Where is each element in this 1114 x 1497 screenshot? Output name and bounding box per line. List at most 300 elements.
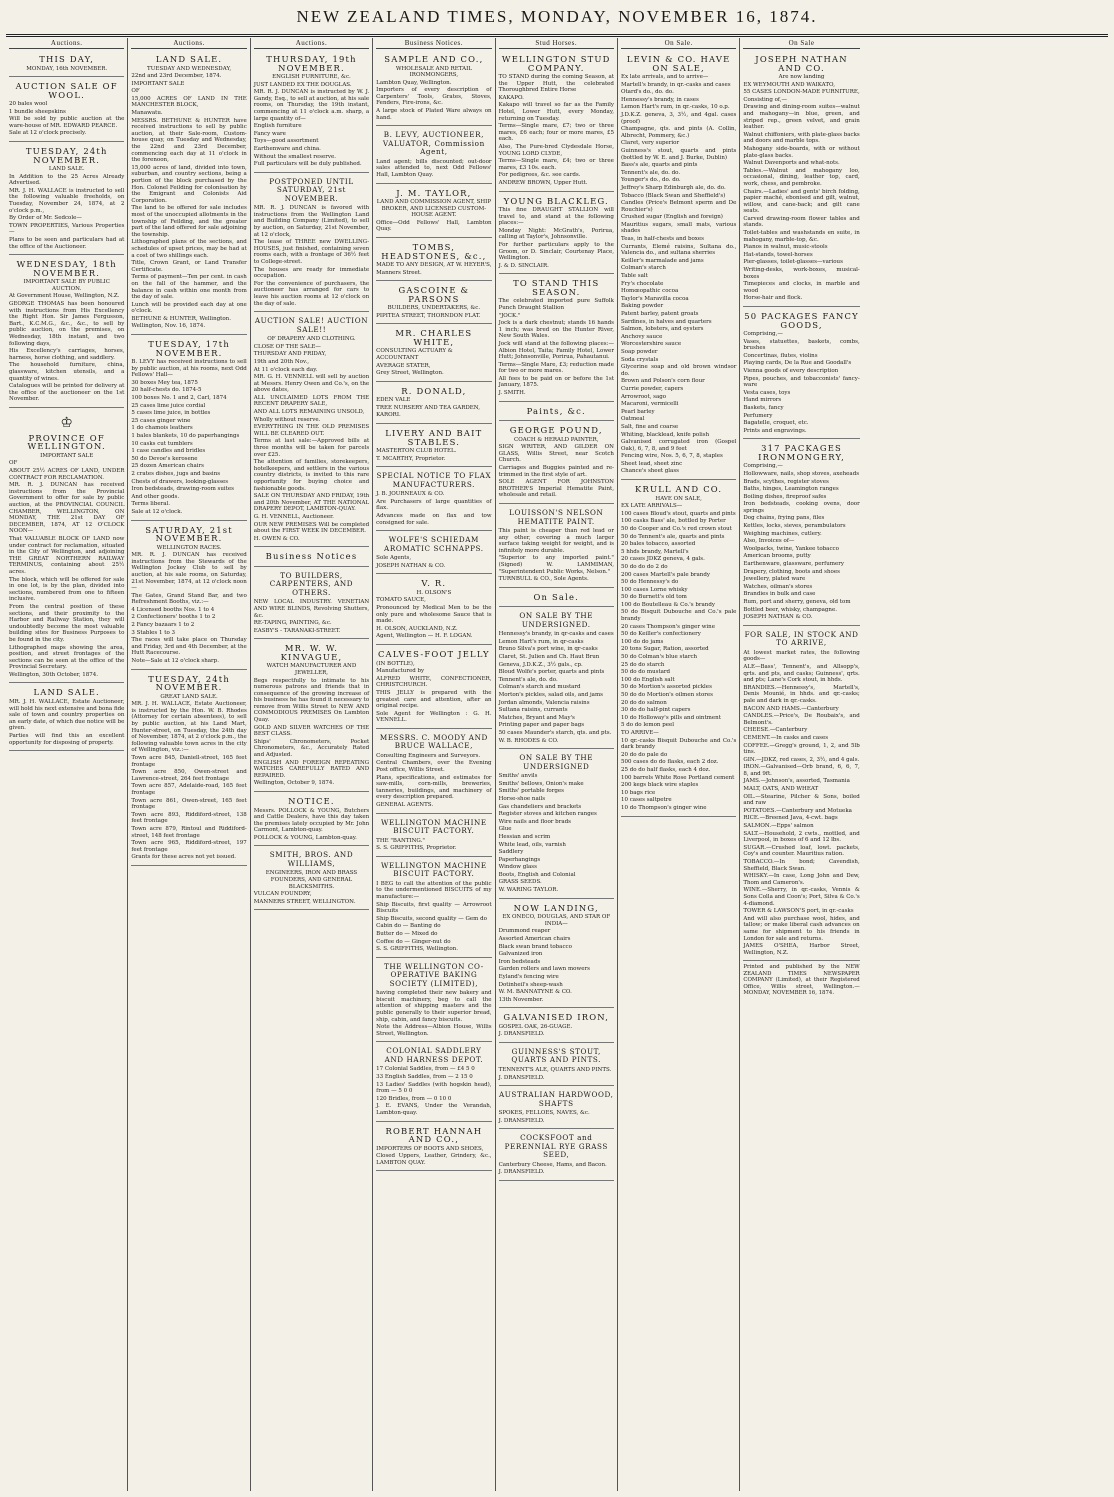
- ad-line: Earthenware and china.: [253, 145, 321, 152]
- ad-line: Mauritius sugars, small mats, various shades: [620, 221, 737, 235]
- ad-line: ALFRED WHITE, CONFECTIONER, CHRISTCHURCH.: [376, 675, 492, 689]
- ad-line: Crushed sugar (English and foreign): [620, 214, 723, 221]
- ad-line: H. OWEN & CO.: [253, 535, 300, 542]
- ad-line: Sultana raisins, currants: [498, 707, 568, 714]
- ad-line: OUR NEW PREMISES Will be completed about the FIRST WEEK IN DECEMBER.: [253, 521, 370, 535]
- ad-line: EX WEYMOUTH AND WAIKATO,: [743, 81, 835, 88]
- ad-line: 20 cases JDKZ geneva, 4 gals.: [620, 556, 705, 563]
- ad-line: Jewellery, plated ware: [743, 576, 806, 583]
- ad-line: Town acre 965, Riddiford-street, 197 feet frontage: [131, 840, 247, 853]
- ad-line: ENGLISH AND FOREIGN REPEATING WATCHES CAREFULLY RATED AND REPAIRED.: [253, 759, 370, 779]
- ad-line: For further particulars apply to the Groom, or D. Sinclair, Courtenay Place, Wellington.: [498, 241, 614, 262]
- ad-line: Fancy ware: [253, 130, 286, 137]
- advertisement: [376, 52, 491, 126]
- ad-line: Bagatelle, croquet, etc.: [743, 420, 809, 427]
- ad-subtitle: H. OLSON'S: [416, 589, 452, 596]
- masthead: [0, 0, 1114, 34]
- ad-line: MASTERTON CLUB HOTEL.: [376, 448, 457, 455]
- ad-title: WEDNESDAY, 18th NOVEMBER.: [16, 259, 117, 278]
- ad-line: 4 Licensed booths Nos. 1 to 4: [131, 606, 215, 613]
- ad-line: Glycerine soap and old brown windsor do.: [620, 364, 737, 377]
- ad-title: NOTICE.: [288, 796, 335, 806]
- ad-title: GEORGE POUND,: [509, 425, 603, 436]
- ad-line: Closed Uppers, Leather, Grindery, &c., LAMBTON QUAY.: [376, 1153, 492, 1166]
- ad-title: WELLINGTON MACHINE BISCUIT FACTORY.: [380, 817, 487, 836]
- ad-line: Teas, in half-chests and boxes: [620, 236, 704, 243]
- masthead-rule-top: [6, 34, 1108, 35]
- ad-line: "JOCK.": [498, 312, 521, 319]
- ad-line: MR. R. J. DUNCAN is favored with instructions from the Wellington Land and Building Company (Limited), to sell by auction, on Saturday, 21st November, at 12 o'clock,: [253, 205, 370, 238]
- ad-line: Fencing wire, Nos. 5, 6, 7, 8, staples: [620, 453, 723, 460]
- ad-line: Bloud Wolfe's porter, quarts and pints: [498, 669, 605, 676]
- column-1: [6, 38, 128, 1491]
- column-4: [373, 38, 495, 1491]
- ad-line: 20 cases Thompson's ginger wine: [620, 623, 715, 630]
- ad-line: Iron bedsteads: [498, 958, 541, 965]
- ad-line: Vases, statuettes, baskets, combs, brushes: [743, 338, 860, 352]
- ad-line: SIGN WRITER, AND GILDER ON GLASS, Willis Street, near Scotch Church.: [498, 444, 614, 464]
- advertisement: [131, 672, 246, 866]
- ad-line: Dotinheil's sheep-wash: [498, 981, 563, 988]
- ad-line: 22nd and 23rd December, 1874.: [131, 73, 222, 80]
- ad-line: Chance's sheet glass: [620, 468, 679, 475]
- ad-line: OF: [9, 460, 18, 467]
- ad-line: Dog chains, frying pans, files: [743, 515, 825, 522]
- ad-line: CONSULTING ACTUARY & ACCOUNTANT: [376, 348, 453, 361]
- ad-line: (IN BOTTLE),: [376, 660, 415, 667]
- ad-line: Hat-stands, towel-horses: [743, 251, 813, 258]
- ad-title: GALVANISED IRON,: [503, 1012, 610, 1023]
- ad-line: J. & D. SINCLAIR.: [498, 262, 549, 269]
- ad-subtitle: LAND SALE.: [48, 166, 85, 173]
- ad-title: MR. W. W. KINVAGUE,: [280, 643, 343, 662]
- ad-title: Business Notices: [265, 551, 358, 562]
- ad-line: The Gates, Grand Stand Bar, and two Refreshment Booths, viz.:—: [131, 592, 247, 606]
- ad-line: 5 hhds brandy, Martell's: [620, 548, 689, 555]
- ad-line: VULCAN FOUNDRY,: [253, 891, 312, 898]
- ad-line: Window glass: [498, 864, 537, 871]
- ad-line: Sale at 12 o'clock precisely.: [9, 130, 87, 137]
- advertisement: [499, 609, 614, 749]
- ad-subtitle: GREAT LAND SALE.: [160, 693, 218, 700]
- ad-line: Brads, scythes, register stoves: [743, 478, 829, 485]
- ad-line: A large stock of Plated Ware always on hand.: [376, 108, 492, 121]
- advertisement: [254, 848, 369, 910]
- ad-line: JOSEPH NATHAN & CO.: [743, 614, 813, 621]
- ad-title: GUINNESS'S STOUT, QUARTS AND PINTS.: [511, 1046, 602, 1065]
- ad-title: GASCOINE & PARSONS: [398, 285, 470, 304]
- ad-line: And other goods.: [131, 493, 180, 500]
- ad-line: S. S. GRIFFITHS, Proprietor.: [376, 845, 457, 852]
- ad-line: 10 do Thompson's ginger wine: [620, 804, 707, 811]
- ad-line: B. LEVY has received instructions to sell by public auction, at his rooms, next Odd Fellows' Hall—: [131, 359, 247, 379]
- ad-line: IMPORTANT SALE: [131, 80, 185, 87]
- ad-title: TO BUILDERS, CARPENTERS, AND OTHERS.: [269, 570, 354, 597]
- ad-line: Comprising,—: [743, 463, 783, 470]
- column-5: [496, 38, 618, 1491]
- ad-line: White lead, oils, varnish: [498, 841, 566, 848]
- ad-line: Printing paper and paper bags: [498, 722, 585, 729]
- ad-line: 50 do do Mortion's oilmen stores: [620, 692, 713, 698]
- columns-container: [6, 38, 1108, 1491]
- ad-line: 50 do Burnett's old tom: [620, 594, 687, 601]
- ad-line: JAMES O'SHEA, Harbor Street, Wellington, N.Z.: [743, 943, 860, 956]
- ad-line: having completed their new bakery and biscuit machinery, beg to call the attention of shipping masters and the public generally to their superior bread, ship, cabin, and fancy biscuits.: [376, 990, 492, 1023]
- ad-line: The block, which will be offered for sale in one lot, is by the plan, divided into sections, numbered from one to fifteen inclusive.: [9, 576, 125, 603]
- ad-line: Otard's do., do. do.: [620, 89, 674, 96]
- ad-line: Terms—Single mare, £4; two or three mares, £3 10s. each.: [498, 158, 614, 171]
- ad-line: Title, Crown Grant, or Land Transfer Certificate.: [131, 260, 247, 273]
- ad-line: His Excellency's carriages, horses, harness, horse clothing, and saddlery.: [9, 348, 125, 361]
- ad-line: TOWER & LAWSON'S port, in qr.-casks: [743, 908, 854, 915]
- ad-line: At 11 o'clock each day.: [253, 366, 318, 373]
- ad-line: Town acre 850, Owen-street and Lawrence-street, 264 feet frontage: [131, 769, 247, 782]
- ad-line: Town acre 861, Owen-street, 165 feet frontage: [131, 797, 247, 811]
- ad-line: Earthenware, glassware, perfumery: [743, 561, 844, 568]
- ad-line: Colman's starch: [620, 265, 666, 272]
- ad-line: W. B. RHODES & CO.: [498, 737, 559, 744]
- ad-subtitle: Are now landing: [778, 74, 825, 80]
- advertisement: [376, 469, 491, 531]
- ad-line: TOBACCO.—In bond; Cavendish, Sheffield, Black Swan.: [743, 859, 860, 872]
- ad-line: Central Chambers, over the Evening Post office, Willis Street.: [376, 760, 492, 774]
- ad-line: Hennessy's brandy, in cases: [620, 96, 699, 103]
- ad-line: Sale at 12 o'clock.: [131, 508, 183, 515]
- advertisement: [9, 410, 124, 684]
- ad-line: Chairs.—Ladies' and gents' birch folding, papier maché, ebonised and gilt, walnut, willow, and cane-back; and gilt cane seats.: [743, 188, 860, 215]
- ad-line: Colman's starch and mustard: [498, 684, 581, 691]
- ad-line: Wire nails and floor brads: [498, 818, 571, 825]
- ad-line: 100 cases Lorne whisky: [620, 586, 688, 593]
- ad-line: 50 do Colman's blue starch: [620, 654, 698, 661]
- ad-line: 100 boxes No. 1 and 2, Carl, 1874: [131, 395, 227, 402]
- ad-line: Town acre 845, Daniell-street, 165 feet frontage: [131, 754, 247, 768]
- ad-line: Jordan almonds, Valencia raisins: [498, 699, 590, 706]
- ad-line: 25 cases ginger wine: [131, 417, 191, 424]
- ad-line: Galvanized iron: [498, 951, 543, 958]
- advertisement: [254, 569, 369, 639]
- ad-title: WELLINGTON STUD COMPANY.: [501, 54, 611, 73]
- ad-line: Drapery, clothing, boots and shoes: [743, 568, 840, 575]
- ad-line: Advances made on flax and tow consigned for sale.: [376, 513, 492, 526]
- ad-title: R. DONALD,: [401, 385, 467, 396]
- ad-title: MESSRS. C. MOODY AND BRUCE WALLACE,: [379, 732, 488, 751]
- advertisement: [376, 859, 491, 958]
- ad-line: Geneva, J.D.K.Z., 3½ gals., cp.: [498, 661, 583, 668]
- ad-line: Jeffrey's Sharp Edinburgh ale, do. do.: [620, 184, 726, 191]
- ad-line: EASBY'S - TARANAKI-STREET.: [253, 627, 341, 634]
- ad-line: Salt, fine and coarse: [620, 423, 679, 430]
- advertisement: [9, 257, 124, 408]
- ad-title: MR. CHARLES WHITE,: [395, 328, 473, 347]
- advertisement: [376, 384, 491, 424]
- ad-line: Assorted American chairs: [498, 935, 571, 942]
- ad-line: Baskets, fancy: [743, 404, 784, 411]
- advertisement: [743, 52, 859, 307]
- ad-line: Importers of every description of Carpenters' Tools, Grates, Stoves, Fenders, Fire-irons, &c.: [376, 87, 492, 107]
- ad-line: Tennent's ale, do. do.: [498, 676, 558, 683]
- ad-line: All fees to be paid on or before the 1st January, 1875.: [498, 375, 614, 389]
- advertisement: [376, 283, 491, 324]
- ad-line: Lithographed maps showing the area, position, and street frontages of the sections can be seen at the office of the Provincial Secretary.: [9, 644, 125, 671]
- ad-title: SMITH, BROS. AND WILLIAMS,: [269, 850, 354, 868]
- advertisement: [376, 576, 491, 645]
- ad-line: Wellington, Nov. 16, 1874.: [131, 323, 206, 330]
- ad-line: Sheet lead, sheet zinc: [620, 460, 683, 467]
- ad-line: Vesta cases, toys: [743, 389, 791, 396]
- ad-line: Pipes, pouches, and tobacconists' fancy-ware: [743, 375, 860, 389]
- ad-line: Black swan brand tobacco: [498, 943, 572, 950]
- ad-line: At Government House, Wellington, N.Z.: [9, 293, 120, 300]
- ad-line: Wellington, October 9, 1874.: [253, 780, 335, 787]
- ad-line: J. DRANSFIELD.: [498, 1117, 545, 1124]
- ad-line: Terms of payment—Ten per cent. in cash on the fall of the hammer, and the balance in cash within one month from the day of sale.: [131, 274, 247, 301]
- ad-line: Hessian and scrim: [498, 833, 551, 840]
- ad-line: Iron bedsteads, cooking ovens, door springs: [743, 501, 860, 514]
- ad-line: Patent barley, patent groats: [620, 311, 699, 317]
- ad-line: Arrowroot, sago: [620, 393, 667, 400]
- ad-line: KARORI.: [376, 412, 401, 419]
- ad-line: Catalogues will be printed for delivery at the office of the auctioneer on the 1st November.: [9, 383, 125, 403]
- ad-line: GRASS SEEDS.: [498, 879, 542, 886]
- ad-line: 200 cases Martell's pale brandy: [620, 571, 710, 578]
- ad-title: LAND SALE.: [155, 54, 223, 64]
- ad-title: AUCTION SALE OF WOOL.: [15, 81, 118, 100]
- ad-line: Tennent's ale, do. do.: [620, 169, 681, 176]
- ad-line: WHISKY.—In case, Long John and Dew, Thom and Cameron's.: [743, 873, 860, 886]
- advertisement: [499, 1045, 614, 1086]
- ad-line: Lemon Hart's rum, in qr-casks: [498, 638, 584, 645]
- advertisement: [499, 901, 614, 1009]
- ad-line: 25 do do half flasks, each 4 doz.: [620, 766, 711, 773]
- ad-line: 25 cases lime juice cordial: [131, 402, 206, 409]
- ad-line: Soap powder: [620, 348, 658, 355]
- ad-line: Sardines, in halves and quarters: [620, 318, 712, 325]
- ad-line: MR. J. H. WALLACE, Estate Auctioneer, is instructed by the Hon. W. B. Rhodes (Attorney for certain absentees), to sell by public auction, at his Land Mart, Hunter-street, on Tuesday, the 24th day of November, 1874, at 2 o'clock p.m., the following valuable town acres in the city of Wellington, viz.:—: [131, 701, 247, 754]
- ad-line: Tables.—Walnut and mahogany loo, occasional, dining, leather top, card, work, chess, and pembroke.: [743, 167, 860, 187]
- ad-line: T. MCARTHY, Proprietor.: [376, 455, 446, 462]
- advertisement: [376, 326, 491, 381]
- advertisement: [376, 128, 491, 183]
- ad-line: Lemon Hart's rum, in qr.-casks, 10 o.p.: [620, 104, 730, 111]
- ad-line: Woolpacks, twine, Yankee tobacco: [743, 545, 839, 552]
- ad-line: MR. J. H. WALLACE is instructed to sell the following valuable freeholds, on Tuesday, November 24, 1874, at 2 o'clock p.m.,: [9, 187, 125, 214]
- advertisement: [499, 751, 614, 899]
- ad-line: 10 qr.-casks Bisquit Dubouche and Co.'s dark brandy: [620, 737, 737, 751]
- ad-line: For pedigrees, &c. see cards.: [498, 172, 581, 179]
- ad-line: 13 Ladies' Saddles (with hogskin head), from — 5 0 0: [376, 1081, 492, 1095]
- ad-line: Cabin do — Banting do: [376, 923, 441, 930]
- ad-line: Matches, Bryant and May's: [498, 714, 575, 721]
- ad-line: 15,000 ACRES OF LAND IN THE MANCHESTER BLOCK,: [131, 95, 247, 109]
- ad-title: TO STAND THIS SEASON.: [513, 278, 600, 297]
- ad-line: J.D.K.Z. geneva, 3, 3½, and 4gal. cases (proof): [620, 111, 737, 125]
- ad-line: Hollowware, nails, shop stoves, axeheads: [743, 470, 860, 477]
- royal-crest-icon: ♔: [60, 414, 73, 431]
- ad-line: Champagne, qts. and pints (A. Collin, Albrecht, Pommery, &c.): [620, 126, 737, 139]
- ad-line: ANDREW BROWN, Upper Hutt.: [498, 179, 588, 186]
- ad-line: Claret, St. Julien and Ch. Haut Brun: [498, 654, 600, 661]
- ad-line: I BEG to call the attention of the public to the undermentioned BISCUITS of my manufacture:—: [376, 880, 492, 900]
- ad-line: Currie powder, capers: [620, 385, 684, 392]
- ad-line: Terms at last sale:—Approved bills at three months will be taken for parcels over £25.: [253, 438, 370, 458]
- ad-line: Terms liberal.: [131, 501, 171, 508]
- ad-line: 2 Confectioners' booths 1 to 2: [131, 614, 216, 621]
- ad-line: Note the Address—Albion House, Willis Street, Wellington.: [376, 1024, 492, 1037]
- ad-line: Timepieces and clocks, in marble and wood: [743, 281, 860, 294]
- ad-title: COCKSFOOT and PERENNIAL RYE GRASS SEED,: [504, 1133, 608, 1160]
- ad-line: The races will take place on Thursday and Friday, 3rd and 4th December, at the Hutt Racecourse.: [131, 637, 247, 657]
- ad-line: Messrs. POLLOCK & YOUNG, Butchers and Cattle Dealers, have this day taken the premises lately occupied by Mr. John Carmont, Lambton-quay.: [253, 807, 370, 834]
- ad-line: WINE.—Sherry, in qr.-casks, Vennis & Sons Colla and Coon's; Port, Silva & Co.'s 4-diamond.: [743, 887, 860, 907]
- ad-line: MANNERS STREET, WELLINGTON.: [253, 898, 356, 905]
- ad-line: TOMATO SAUCE,: [376, 597, 426, 604]
- advertisement: [376, 533, 491, 574]
- advertisement: [254, 175, 369, 312]
- ad-line: Ship Biscuits, first quality — Arrowroot Biscuits: [376, 901, 492, 915]
- ad-line: Ex late arrivals, and to arrive—: [620, 74, 709, 80]
- ad-line: BACON AND HAMS.—Canterbury: [743, 705, 839, 712]
- newspaper-title: NEW ZEALAND TIMES, MONDAY, NOVEMBER 16, 1874.: [296, 7, 818, 26]
- advertisement: [743, 628, 859, 962]
- ad-line: SALMON.—Epps' salmon: [743, 823, 814, 830]
- advertisement: [254, 549, 369, 567]
- ad-line: CANDLES.—Price's, De Roubaix's, and Belmont's.: [743, 713, 860, 726]
- ad-line: Terms—Single Mare, £3; reduction made for two or more mares.: [498, 361, 614, 375]
- ad-line: The household furniture, china, glassware, kitchen utensils, and a quantity of wines.: [9, 362, 125, 382]
- ad-title: FOR SALE, IN STOCK AND TO ARRIVE,: [744, 629, 859, 648]
- advertisement: [254, 794, 369, 846]
- ad-line: Younger's do., do. do.: [620, 177, 681, 184]
- ad-line: Manufactured by: [376, 668, 425, 675]
- column-3: [251, 38, 373, 1491]
- ad-title: LIVERY AND BAIT STABLES.: [385, 428, 483, 447]
- advertisement: [9, 685, 124, 751]
- ad-line: 50 do Bisquit Dubouche and Co.'s pale brandy: [620, 609, 737, 623]
- ad-line: Boots, English and Colonial: [498, 871, 576, 878]
- ad-line: GOLD AND SILVER WATCHES OF THE BEST CLASS.: [253, 724, 370, 738]
- advertisement: [131, 523, 246, 670]
- advertisement: [376, 960, 491, 1043]
- ad-line: 50 do Cooper and Co.'s red crown stout: [620, 525, 732, 532]
- ad-line: 17 Colonial Saddles, from — £4 5 0: [376, 1066, 475, 1073]
- ad-line: Walnut chiffoniers, with plate-glass backs and doors and marble tops.: [743, 131, 860, 145]
- ad-line: 30 boxes Mey tea, 1875: [131, 379, 198, 386]
- ad-line: POTATOES.—Canterbury and Motueka: [743, 807, 852, 814]
- ad-line: Full particulars will be duly published.: [253, 161, 362, 168]
- ad-subtitle: LAND AND COMMISSION AGENT, SHIP BROKER, AND LICENSED CUSTOM-HOUSE AGENT.: [376, 199, 492, 219]
- ad-line: Brown and Polson's corn flour: [620, 378, 705, 385]
- ad-line: Coffee do — Ginger-nut do: [376, 938, 451, 945]
- ad-subtitle: COACH & HERALD PAINTER,: [513, 436, 599, 443]
- ad-line: 20 bales wool: [9, 101, 48, 108]
- ad-line: Kakapo will travel so far as the Family Hotel, Lower Hutt, every Monday, returning on Tuesday.: [498, 102, 614, 122]
- ad-line: That VALUABLE BLOCK OF LAND now under contract for reclamation, situated in the City of Wellington, and adjoining THE GREAT NORTHERN RAILWAY TERMINUS, containing about 25½ acres.: [9, 536, 125, 575]
- ad-line: Smiths' anvils: [498, 773, 538, 780]
- advertisement: [499, 1010, 614, 1043]
- ad-line: 15,000 acres of land, divided into town, suburban, and country sections, being a portion of the block purchased by the Hon. Colonel Feilding for colonisation by the Emigrant and Colonists Aid Corporation.: [131, 164, 247, 204]
- ad-line: EVERYTHING IN THE OLD PREMISES WILL BE CLEARED OUT.: [253, 424, 370, 437]
- ad-line: 50 cases Maunder's starch, qts. and pts.: [498, 729, 612, 736]
- ad-subtitle: BUILDERS, UNDERTAKERS, &c.: [387, 305, 481, 312]
- ad-line: Playing cards, De la Rue and Goodall's: [743, 360, 852, 367]
- ad-line: Worcestershire sauce: [620, 341, 682, 348]
- ad-line: 2 Fancy bazaars 1 to 2: [131, 622, 195, 629]
- ad-line: EX LATE ARRIVALS—: [620, 503, 683, 510]
- ad-line: IRON.—Galvanised—Orb brand, 6, 6, 7, 8, and 9ft.: [743, 764, 860, 777]
- ad-title: ON SALE BY THE UNDERSIGNED.: [519, 611, 594, 629]
- ad-line: Soda crystals: [620, 356, 659, 363]
- ad-line: THIS JELLY is prepared with the greatest care and attention, after an original recipe.: [376, 689, 492, 710]
- advertisement: [499, 590, 614, 608]
- ad-line: PIPITEA STREET, THORNDON FLAT.: [376, 312, 481, 319]
- ad-line: Jock will stand at the following places:—Albion Hotel, Taita; Family Hotel, Lower Hutt; Johnsonville, Porirua, Pahautanui.: [498, 340, 614, 361]
- ad-line: Homœopathic cocoa: [620, 288, 679, 295]
- ad-line: Town acre 857, Adelaide-road, 165 feet frontage: [131, 783, 247, 796]
- ad-line: 50 do Tennent's ale, quarts and pints: [620, 533, 725, 540]
- ad-line: Whiting, blacklead, knife polish: [620, 431, 710, 438]
- ad-title: ON SALE BY THE UNDERSIGNED: [519, 753, 594, 771]
- ad-line: 20 bales tobacco, assorted: [620, 541, 696, 548]
- column-2: [128, 38, 250, 1491]
- ad-line: Register stoves and kitchen ranges: [498, 811, 597, 818]
- advertisement: [499, 1088, 614, 1129]
- ad-line: ALL UNCLAIMED LOTS FROM THE RECENT DRAPERY SALE,: [253, 394, 370, 408]
- ad-line: 50 do do mustard: [620, 669, 671, 676]
- ad-line: The houses are ready for immediate occupation.: [253, 266, 370, 280]
- ad-line: 1 do chamois leathers: [131, 425, 193, 432]
- ad-line: IMPORTERS OF BOOTS AND SHOES,: [376, 1145, 484, 1152]
- ad-line: RICE.—Breened Java, 4-cwt. bags: [743, 815, 838, 822]
- ad-line: Salmon, lobsters, and oysters: [620, 326, 704, 333]
- ad-line: Smiths' bellows, Onion's make: [498, 780, 584, 787]
- ad-line: Rum, port and sherry, geneva, old tom: [743, 599, 851, 605]
- ad-title: THURSDAY, 19th NOVEMBER.: [266, 54, 357, 73]
- ad-line: J. B. JOURNEAUX & CO.: [376, 491, 445, 498]
- ad-line: 10 cases saltpetre: [620, 797, 672, 804]
- ad-line: Prints and engravings.: [743, 427, 807, 434]
- column-7: [740, 38, 862, 1491]
- ad-line: Pronounced by Medical Men to be the only pure and wholesome Sauce that is made.: [376, 605, 492, 625]
- advertisement: [499, 1131, 614, 1181]
- ad-line: American brooms, putty: [743, 553, 811, 560]
- ad-line: Concertinas, flutes, violins: [743, 352, 818, 359]
- ad-line: SALT.—Household, 2 cwts., mottled, and Liverpool, in boxes of 6 and 12 lbs.: [743, 830, 860, 844]
- ad-line: G. H. VENNELL, Auctioneer.: [253, 513, 334, 520]
- ad-line: SUGAR.—Crushed loaf, lowt. packets, Coy's and counter. Mauritius ration.: [743, 844, 860, 858]
- ad-line: Bottled beer, whisky, champagne.: [743, 606, 837, 613]
- ad-line: Also, The Pure-bred Clydesdale Horse, YOUNG LORD CLYDE,: [498, 143, 614, 157]
- ad-line: Bruno Silva's port wine, in qr-casks: [498, 646, 598, 653]
- ad-line: AVERAGE STATER,: [376, 362, 431, 369]
- ad-line: OIL.—Stearine, Pilcher & Sons, boiled and raw: [743, 793, 860, 807]
- advertisement: [376, 816, 491, 857]
- ad-line: Paperhangings: [498, 856, 541, 863]
- ad-line: Baking powder: [620, 303, 664, 310]
- ad-line: 3 Stables 1 to 3: [131, 629, 176, 636]
- ad-line: J. E. EVANS, Under the Verandah, Lambton-quay.: [376, 1103, 492, 1116]
- ad-line: MALT, OATS, AND WHEAT: [743, 786, 819, 793]
- ad-line: RE-TAPING, PAINTING, &c.: [253, 620, 332, 627]
- ad-subtitle: EX ONECO, DOUGLAS, AND STAR OF INDIA—: [502, 914, 611, 927]
- ad-line: 10 casks cut tumblers: [131, 440, 193, 447]
- ad-line: "Superior to any imported paint." (Signed) W. LAMMIMAN, "Superintendent Public Works, Nelson.": [498, 555, 614, 575]
- ad-line: By Order of Mr. Sedcole—: [9, 215, 82, 222]
- ad-line: The lease of THREE new DWELLING-HOUSES, just finished, containing seven rooms each, with a frontage of 36½ feet to College-street.: [253, 239, 370, 265]
- ad-title: PROVINCE OF WELLINGTON.: [27, 432, 106, 452]
- ad-line: GENERAL AGENTS.: [376, 802, 434, 809]
- ad-subtitle: WELLINGTON RACES.: [156, 544, 222, 551]
